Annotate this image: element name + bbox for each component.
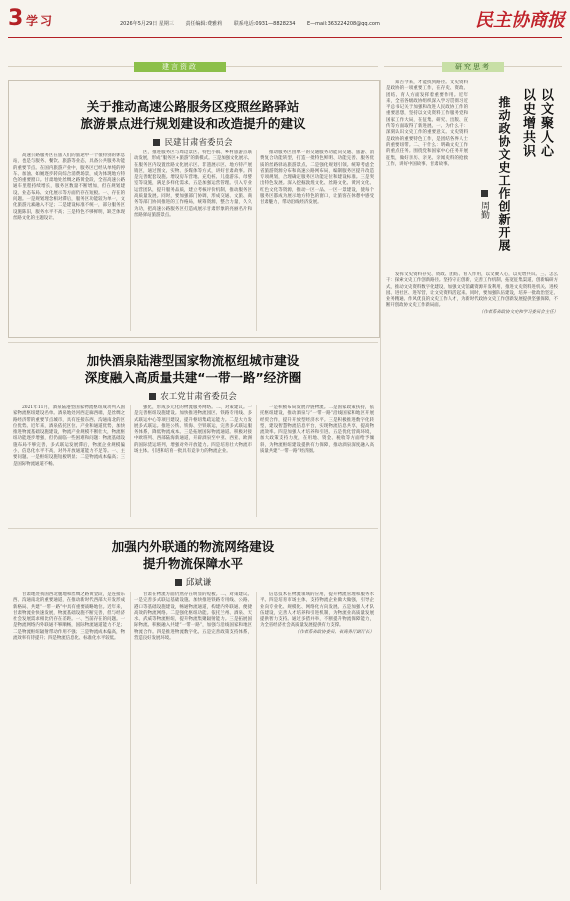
article1-column-2: 区，推进服务区与周边景区、特色小镇、乡村旅游点联动发展，形成“服务区+旅游”的新模式。三是加强文化展示。在服务区内设置丝路文化展示区、非遗展示区、地方特产展销区，通过图文、实物、多媒体等方式，讲好甘肃故事。四是完善配套设施。增设房车营地、充电桩、儿童游乐、母婴室等设施，满足多样化需求。五是加强运营管理。引入专业运营团队，提升服务品质，建立考核评价机制，推动服务区高质量发展。同时，要加强部门协调，形成交通、文旅、商务等部门协同推进的工作格局，统筹资源，整合力量，久久为功，把高速公路服务区打造成展示甘肃形象的亮丽名片和丝路驿站旅游景点。 <box>134 150 252 218</box>
editor-name: 责任编辑:费雅莉 <box>185 21 223 27</box>
page-divider <box>380 80 381 890</box>
article1-column-1: 高速公路服务区在旅人们的旅途中一个很特别的休息站，也是与服务、餐饮、旅游等业态，具备公共服务功能的重要节点。在国内旅游产业中，服务区已经从单纯的停车、加油、如厕逐步转向综合消费场景，成为体现地方特色的重要窗口。甘肃地处丝绸之路黄金段，全省高速公路通车里程持续增长，服务区数量不断增加，但在规划建设、业态布局、文化展示等方面仍存在短板。一、存在的问题。一是规划理念相对滞后，服务区功能较为单一，文化旅游元素融入不足；二是建设标准不统一，部分服务区设施陈旧，服务水平不高；三是特色不够鲜明，缺乏体现丝路文化的主题设计。 <box>13 153 125 221</box>
contact-email: E—mail:363224208@qq.com <box>307 21 380 27</box>
article1-title: 关于推动高速公路服务区疫照丝路驿站 旅游景点进行规划建设和改造提升的建议 <box>80 99 306 131</box>
article3-author: 邱斌谦 <box>12 576 374 588</box>
header-meta <box>120 20 390 27</box>
author-marker-icon <box>153 139 160 146</box>
contact-phone: 联系电话:0931—8828234 <box>233 21 296 27</box>
article2-column-2: 强化，形成多元化的物流服务网络。二、对策建议。一是完善枢纽设施建设。加快推进物流园区、铁路专用线、多式联运中心等项目建设，提升枢纽集疏运能力。二是大力发展多式联运。推进公铁、铁海、空铁联运，完善多式联运服务体系，降低物流成本。三是拓展国际物流通道。积极对接中欧班列、西部陆海新通道，开辟酒泉至中亚、西亚、欧洲的国际货运班列，增强对外开放能力。四是培育壮大物流市场主体。引进和培育一批具有竞争力的物流企业。 <box>134 405 252 455</box>
author-marker-icon <box>481 190 488 197</box>
column-divider <box>130 405 131 517</box>
article-separator <box>8 528 378 529</box>
article2-title: 加快酒泉陆港型国家物流枢纽城市建设 深度融入高质量共建“一带一路”经济圈 <box>84 353 302 385</box>
section-number: 3 <box>8 6 24 31</box>
section-band-left <box>8 62 378 72</box>
article4-body: 发挥文史资料存史、资政、团结、育人作用，以文聚人心，以史增共识。三、怎么干：探索文史工作创新路径。坚持守正创新，完善工作机制，拓宽征集渠道，创新编研方式，推动文史资料数字化建设，加强文史馆藏资源开发利用，推进文史资料进机关、进校园、进社区、进军营，让文史资料活起来。同时，要加强队伍建设，培养一批政治坚定、业务精通、作风优良的文史工作人才，为新时代政协文史工作创新发展提供坚强保障，不断开创政协文史工作新局面。 （作者系省政协文史和学习委员会主任） <box>386 272 558 315</box>
masthead-logo: 民主协商报 <box>475 10 565 31</box>
author-marker-icon <box>175 579 182 586</box>
article2-author: 农工党甘肃省委员会 <box>12 390 374 402</box>
article-separator <box>8 342 378 343</box>
column-divider <box>130 153 131 331</box>
article4-author: 周勤 <box>478 190 491 250</box>
article2-column-3: 一是积极布局发展冷链物流。二是国家政策扶持，依托枢纽建设，推动酒泉与“一带一路”沿线国家和地区开展经贸合作，提升开放型经济水平。三是积极推进数字化转型，建设智慧物流信息平台，实现物流信息共享，提高物流效率。四是加强人才培养和引进。五是优化营商环境，加大政策支持力度，在用地、资金、税收等方面给予倾斜，为物流枢纽建设提供有力保障，推动酒泉深度融入高质量共建“一带一路”经济圈。 <box>260 405 374 455</box>
article1-column-3: 推动服务区由单一的交通服务功能向交通、旅游、消费复合功能转型，打造一批特色鲜明、功能完善、服务优质的丝路驿站旅游景点。二是强化规划引领。统筹考虑全省旅游资源分布和高速公路网布局，编制服务区提升改造专项规划，合理确定服务区功能定位和建设标准。三是突出特色发展。深入挖掘敦煌文化、丝路文化、黄河文化、红色文化等资源，推动一区一品、一区一景建设，使每个服务区都成为展示地方特色的窗口，让旅客在休憩中感受甘肃魅力，带动沿线经济发展。 <box>260 150 374 206</box>
article1-author: 民建甘肃省委员会 <box>12 136 374 148</box>
article4-intro: 知古今来，才能找到路径。文史资料是政协的一项重要工作，在存史、资政、团结、育人方面发挥着重要作用。近年来，全省各级政协组织深入学习贯彻习近平总书记关于加强和改进人民政协工作的重要思想，坚持以文史资料工作服务党和国家工作大局，在征集、研究、出版、宣传等方面取得了新进展。一、为什么干：深刻认识文史工作的重要意义。文史资料是政协的重要特色工作，是团结各界人士的重要纽带。二、干什么：明确文史工作的重点任务。围绕党和国家中心任务开展征集，做好亲历、亲见、亲闻史料的抢救工作，讲好中国故事、甘肃故事。 <box>386 80 468 167</box>
issue-date: 2026年5月29日 星期三 <box>120 21 174 27</box>
section-name: 学习 <box>26 14 55 28</box>
page-header <box>0 0 570 42</box>
article3-title: 加强内外联通的物流网络建设 提升物流保障水平 <box>111 539 275 571</box>
article4-title-line2: 以史增共识 <box>520 88 535 158</box>
article3-column-3: 信息技术在物流领域的应用，提升物流管理和服务水平。四是培育市场主体，支持物流企业做大做强，引导企业向专业化、规模化、网络化方向发展。五是加强人才队伍建设，完善人才培养和引进机制，为物流业高质量发展提供智力支持。通过多措并举，不断提升物流保障能力，为全省经济社会高质量发展提供有力支撑。 （作者系省政协委员、省商务厅副厅长） <box>260 592 374 635</box>
column-divider <box>256 592 257 884</box>
section-band-right <box>384 62 562 72</box>
article3-column-2: 甘肃在物流方面仍然存在明显的短板。二、对策建议。一是完善多式联运基础设施。加快推进铁路专用线、公路、港口等基础设施建设，畅通物流通道，构建内外联通、便捷高效的物流网络。二是强化枢纽功能。依托兰州、酒泉、天水、武威等物流枢纽，提升物流集聚辐射能力。三是拓展国际物流。积极融入共建“一带一路”，加强与沿线国家和地区物流合作。四是推进物流数字化。五是完善政策支持体系，营造良好发展环境。 <box>134 592 252 642</box>
column-divider <box>256 405 257 517</box>
article4-title-line3: 推动政协文史工作创新开展 <box>497 96 511 252</box>
column-divider <box>256 150 257 331</box>
article3-column-1: 甘肃地处我国西北腹地和丝绸之路黄金段，是连接东西、沟通南北的重要通道，在推动新时代西部大开发形成新格局、共建“一带一路”中具有重要战略地位。近年来，甘肃物流业快速发展，物流基础设施不断完善，但与经济社会发展需求相比仍存在差距。一、当前存在的问题。一是物流网络内外联通不够顺畅，国际物流通道能力不足；二是物流枢纽辐射带动作用不强；三是物流成本偏高，物流效率有待提升；四是物流信息化、标准化水平较低。 <box>13 592 125 642</box>
article2-column-1: 2021年11月，酒泉陆港型国家物流枢纽成功列入国家物流枢纽建设名单。酒泉地处河西走廊西端，是丝绸之路经济带的重要节点城市，具有连接东西、沟通南北的区位优势。近年来，酒泉依托区位、产业和通道优势，加快推进物流基础设施建设，物流产业规模不断壮大，物流枢纽功能逐步增强，但仍面临一些困难和问题：物流基础设施布局不够完善，多式联运发展滞后，物流企业规模偏小，信息化水平不高，对外开放通道能力不足等。一、主要问题。一是枢纽设施短板明显；二是物流成本偏高；三是国际物流通道不畅。 <box>13 405 125 467</box>
author-marker-icon <box>149 393 156 400</box>
column-tag-right: 研究思考 <box>442 62 504 72</box>
column-tag-left: 建言资政 <box>134 62 226 72</box>
article4-title-line1: 以文聚人心 <box>538 88 553 158</box>
header-rule <box>8 37 562 38</box>
column-divider <box>130 592 131 884</box>
